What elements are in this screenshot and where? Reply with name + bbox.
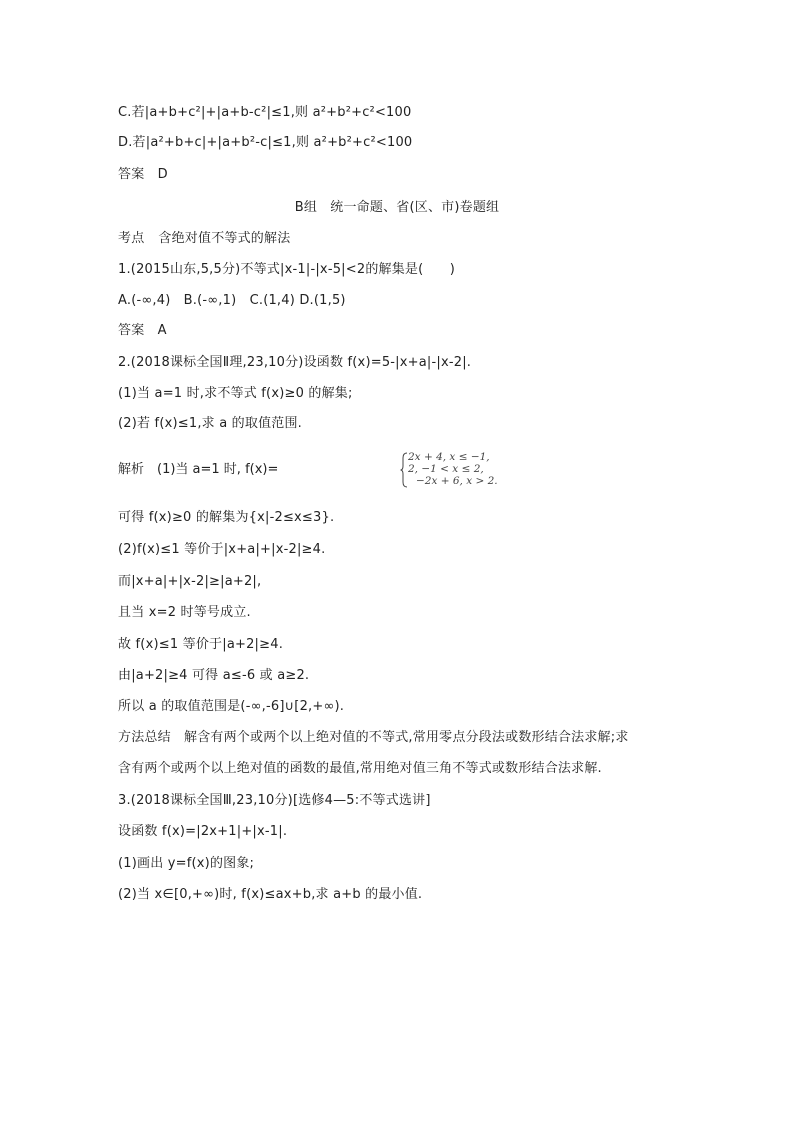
kaodian-line [118,230,290,248]
solution-line-5: 故 f(x)≤1 等价于|a+2|≥4. [118,637,284,652]
answer-1: 答案 D [118,167,168,182]
kaodian-label: 考点 [118,231,145,246]
case-3: −2x + 6, x > 2. [416,475,498,487]
question-3: 3.(2018课标全国Ⅲ,23,10分)[选修4—5:不等式选讲] [118,793,431,808]
solution-line-4: 且当 x=2 时等号成立. [118,605,251,620]
option-c: C.若|a+b+c²|+|a+b-c²|≤1,则 a²+b²+c²<100 [118,105,412,120]
solution-line-1: 可得 f(x)≥0 的解集为{x|-2≤x≤3}. [118,510,335,525]
question-2-part-2: (2)若 f(x)≤1,求 a 的取值范围. [118,416,303,431]
section-heading: B组 统一命题、省(区、市)卷题组 [294,200,500,215]
piecewise-cases [408,451,498,487]
left-brace-icon [400,452,408,488]
answer-2: 答案 A [118,323,167,338]
question-1-options: A.(-∞,4) B.(-∞,1) C.(1,4) D.(1,5) [118,293,346,308]
question-2: 2.(2018课标全国Ⅱ理,23,10分)设函数 f(x)=5-|x+a|-|x-2|. [118,355,472,370]
question-3-part-2: (2)当 x∈[0,+∞)时, f(x)≤ax+b,求 a+b 的最小值. [118,887,423,902]
method-summary-1: 方法总结 解含有两个或两个以上绝对值的不等式,常用零点分段法或数形结合法求解;求 [118,730,629,745]
case-1: 2x + 4, x ≤ −1, [408,451,490,463]
case-2: 2, −1 < x ≤ 2, [408,463,484,475]
kaodian-text: 含绝对值不等式的解法 [158,231,291,246]
method-summary-2: 含有两个或两个以上绝对值的函数的最值,常用绝对值三角不等式或数形结合法求解. [118,761,602,776]
question-1: 1.(2015山东,5,5分)不等式|x-1|-|x-5|<2的解集是( ) [118,262,456,277]
question-3-definition: 设函数 f(x)=|2x+1|+|x-1|. [118,824,288,839]
solution-line-3: 而|x+a|+|x-2|≥|a+2|, [118,574,262,589]
solution-line-6: 由|a+2|≥4 可得 a≤-6 或 a≥2. [118,668,310,683]
solution-line-2: (2)f(x)≤1 等价于|x+a|+|x-2|≥4. [118,542,326,557]
question-3-part-1: (1)画出 y=f(x)的图象; [118,856,255,871]
piecewise-function [118,451,498,488]
solution-line-7: 所以 a 的取值范围是(-∞,-6]∪[2,+∞). [118,699,345,714]
question-2-part-1: (1)当 a=1 时,求不等式 f(x)≥0 的解集; [118,386,353,401]
jiexi-lead: 解析 (1)当 a=1 时, f(x)= [118,462,279,477]
option-d: D.若|a²+b+c|+|a+b²-c|≤1,则 a²+b²+c²<100 [118,135,413,150]
